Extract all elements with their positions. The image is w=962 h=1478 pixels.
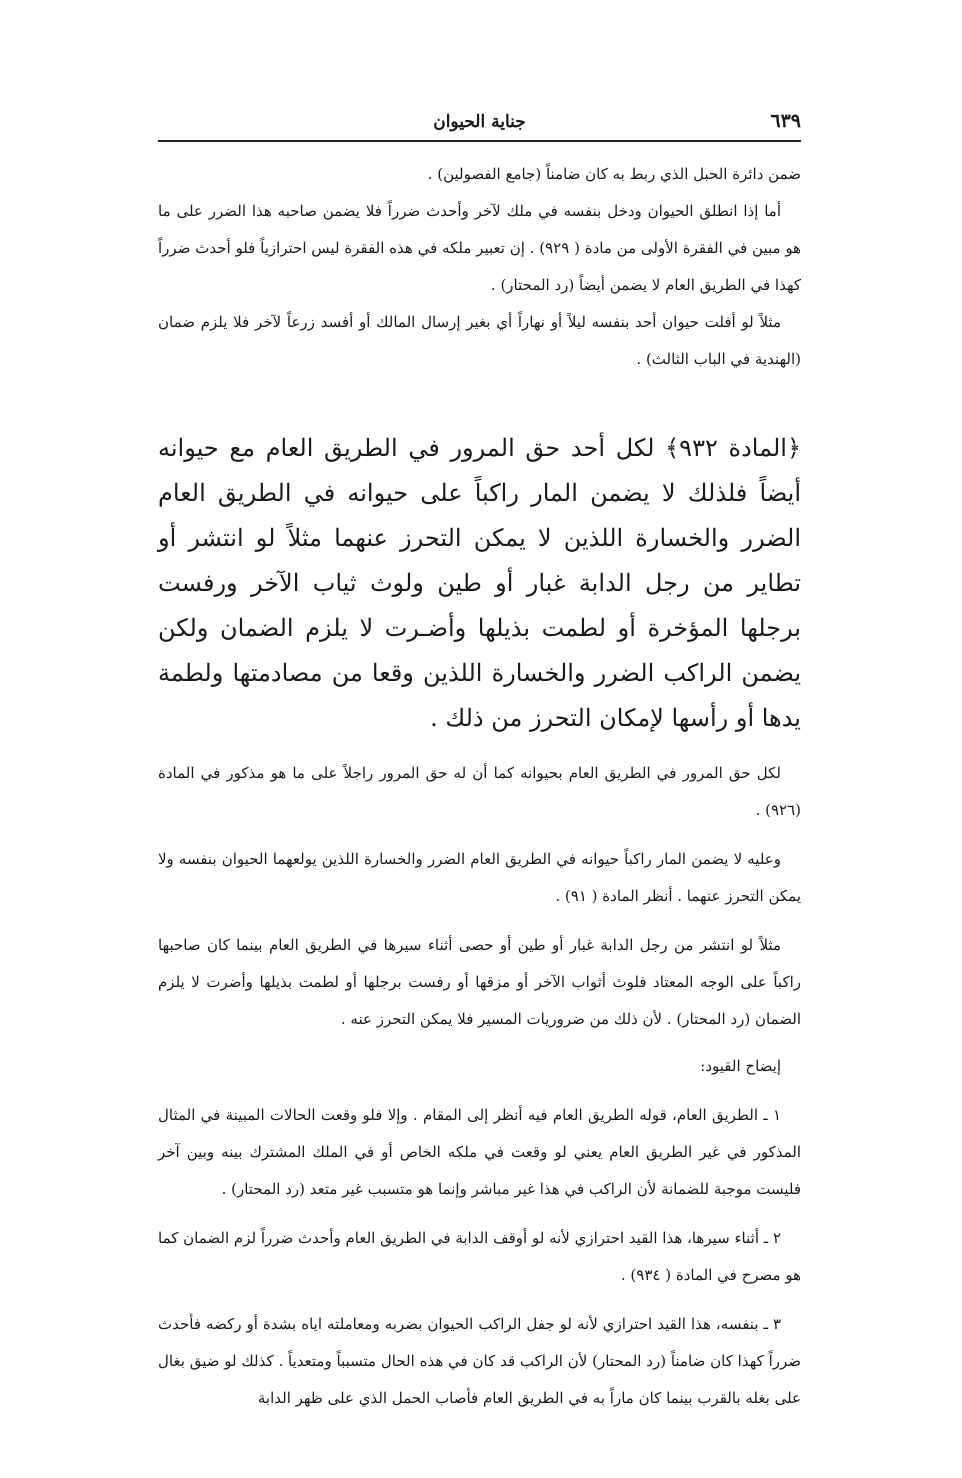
paragraph: ضمن دائرة الحبل الذي ربط به كان ضامناً (جامع الفصولين) . [427,165,801,183]
paragraph: مثلاً لو أفلت حيوان أحد بنفسه ليلاً أو نهاراً أي بغير إرسال المالك أو أفسد زرعاً لآخر فلا يلزم ضمان (الهندية في الباب الثالث) . [158,313,801,368]
running-title: جناية الحيوان [433,112,526,132]
paragraph: أما إذا انطلق الحيوان ودخل بنفسه في ملك لآخر وأحدث ضرراً فلا يضمن صاحبه هذا الضرر على ما هو مبين في الفقرة الأولى من مادة ( ٩٢٩) . إن تعبير ملكه في هذه الفقرة ليس احترازياً فلو أحدث ضرراً كهذا في الطريق العام لا يضمن أيضاً (رد المحتار) . [158,202,801,294]
paragraph: لكل حق المرور في الطريق العام بحيوانه كما أن له حق المرور راجلاً على ما هو مذكور في المادة (٩٢٦) . [158,764,801,819]
list-item: ٣ ـ بنفسه، هذا القيد احترازي لأنه لو جفل الراكب الحيوان بضربه ومعاملته اياه بشدة أو ركضه فأحدث ضرراً كهذا كان ضامناً (رد المحتار) لأن الراكب قد كان في هذه الحال متسبباً ومتعدياً . كذلك لو ضيق بغال على بغله بالقرب بينما كان ماراً به في الطريق العام فأصاب الحمل الذي على ظهر الدابة [158,1315,801,1407]
paragraph: وعليه لا يضمن المار راكباً حيوانه في الطريق العام الضرر والخسارة اللذين يولعهما الحيوان بنفسه ولا يمكن التحرز عنهما . أنظر المادة ( ٩١) . [158,850,801,905]
page-number: ٦٣٩ [770,110,801,132]
page-header [158,108,801,142]
constraints-list [158,1097,801,1417]
list-item: ٢ ـ أثناء سيرها، هذا القيد احترازي لأنه لو أوقف الدابة في الطريق العام وأحدث ضرراً لزم الضمان كما هو مصرح في المادة ( ٩٣٤) . [158,1229,801,1284]
list-item: ١ ـ الطريق العام، قوله الطريق العام فيه أنظر إلى المقام . وإلا فلو وقعت الحالات المبينة في المثال المذكور في غير الطريق العام يعني لو وقعت في ملكه الخاص أو في الملك المشترك بينه وبين آخر فليست موجبة للضمانة لأن الراكب في هذا غير مباشر وإنما هو متسبب غير متعد (رد المحتار) . [158,1106,801,1198]
constraints-heading: إيضاح القيود: [700,1057,781,1075]
continued-text [158,156,801,378]
article-932: ﴿المادة ٩٣٢﴾ لكل أحد حق المرور في الطريق العام مع حيوانه أيضاً فلذلك لا يضمن المار راكباً على حيوانه في الطريق العام الضرر والخسارة اللذين لا يمكن التحرز عنهما مثلاً لو انتشر أو تطاير من رجل الدابة غبار أو طين ولوث ثياب الآخر ورفست برجلها المؤخرة أو لطمت بذيلها وأضـرت لا يلزم الضمان ولكن يضمن الراكب الضرر والخسارة اللذين وقعا من مصادمتها ولطمة يدها أو رأسها لإمكان التحرز من ذلك . [158,434,802,732]
document-page [158,108,801,1417]
paragraph: مثلاً لو انتشر من رجل الدابة غبار أو طين أو حصى أثناء سيرها في الطريق العام بينما كان صاحبها راكباً على الوجه المعتاد فلوث أثواب الآخر أو مزقها أو رفست برجلها أو لطمت بذيلها وأضرت لا يلزم الضمان (رد المحتار) . لأن ذلك من ضروريات المسير فلا يمكن التحرز عنه . [158,936,801,1028]
commentary [158,755,801,1038]
